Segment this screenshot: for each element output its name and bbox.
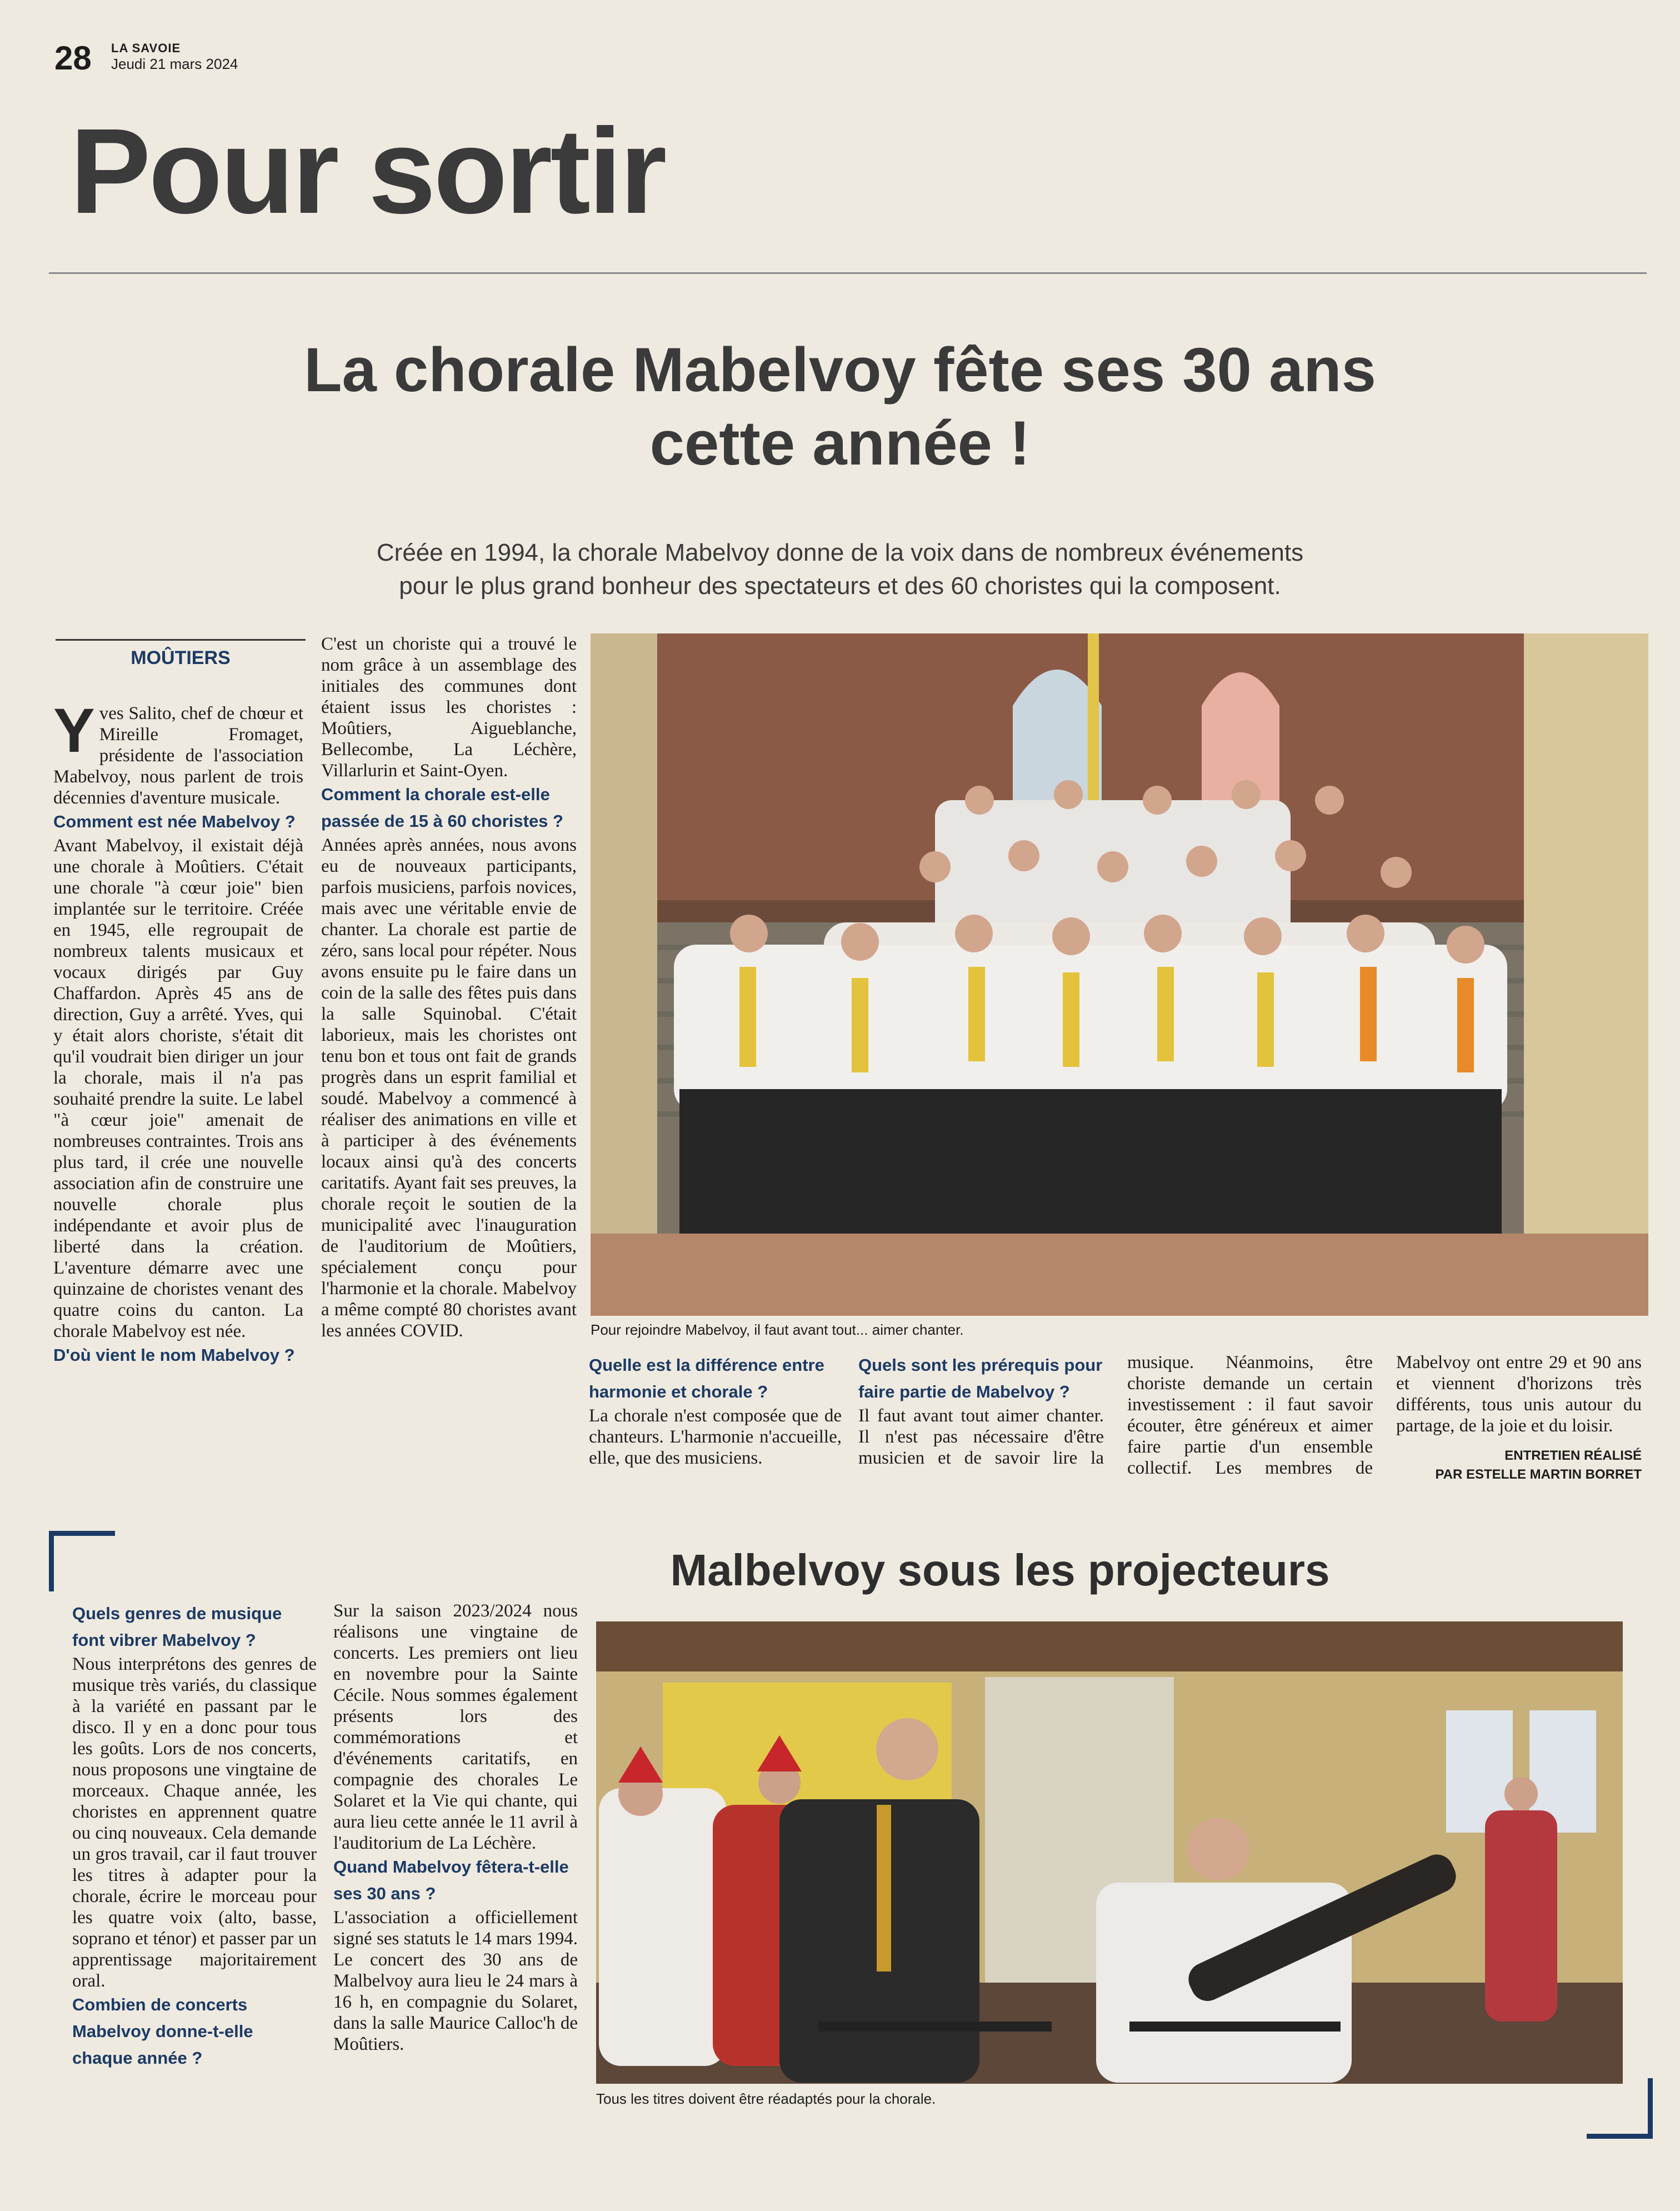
choir-photo-illustration (591, 633, 1648, 1316)
intro-text: ves Salito, chef de chœur et Mireille Fromaget, présidente de l'association Mabelvoy, nous parlent de trois décennies d'aventure musicale. (53, 703, 303, 808)
sidebar-question-3: Quand Mabelvoy fêtera-t-elle ses 30 ans ? (333, 1857, 569, 1903)
question-4: Quelle est la différence entre harmonie et chorale ? (589, 1355, 824, 1401)
article-column-3 (589, 1352, 842, 1469)
article-column-1 (53, 696, 303, 1369)
credit-line-2: PAR ESTELLE MARTIN BORRET (1435, 1467, 1642, 1482)
headline-line-2: cette année ! (649, 408, 1031, 478)
article-headline (111, 333, 1569, 480)
answer-1: Avant Mabelvoy, il existait déjà une chorale à Moûtiers. C'était une chorale "à cœur joie" bien implantée sur le territoire. Créée en 1945, elle regroupait de nombreux talents musicaux et vocaux dirigés par Guy Chaffardon. Après 45 ans de direction, Guy a arrêté. Yves, qui y était alors choriste, s'était dit qu'il voudrait bien diriger un jour la chorale, mais il n'a pas souhaité prendre la suite. Le label "à cœur joie" amenait de nombreuses contraintes. Trois ans plus tard, il crée une nouvelle association afin de construire une nouvelle chorale plus indépendante et avoir plus de liberté dans la création. L'aventure démarre avec une quinzaine de choristes venant des quatre coins du canton. La chorale Mabelvoy est née. (53, 836, 303, 1341)
musicians-photo-illustration (596, 1621, 1623, 2084)
article-credit (1396, 1446, 1642, 1484)
section-title: Pour sortir (70, 104, 665, 239)
answer-5: Il faut avant tout aimer chanter. Il n'est pas nécessaire d'être musicien et de savoir lire la musique. Néanmoins, être choriste demande un certain investissement : il faut savoir écouter, être généreux et aimer faire partie d'un ensemble collectif. Les membres de Mabelvoy ont entre 29 et 90 ans et viennent d'horizons très différents, tous unis autour du partage, de la joie et du loisir. (858, 1352, 1642, 1478)
answer-2: C'est un choriste qui a trouvé le nom grâce à un assemblage des initiales des communes dont étaient issus les choristes : Moûtiers, Aigueblanche, Bellecombe, La Léchère, Villarlurin et Saint-Oyen. (321, 634, 577, 781)
musicians-photo (596, 1621, 1623, 2084)
article-column-2 (321, 633, 577, 1341)
article-lead (222, 536, 1458, 603)
issue-date: Jeudi 21 mars 2024 (111, 56, 238, 72)
question-2: D'où vient le nom Mabelvoy ? (53, 1345, 295, 1365)
question-5: Quels sont les prérequis pour faire partie de Mabelvoy ? (858, 1355, 1103, 1401)
sidebar-column-2 (333, 1600, 578, 2055)
choir-photo-caption: Pour rejoindre Mabelvoy, il faut avant tout... aimer chanter. (591, 1321, 964, 1338)
lead-line-1: Créée en 1994, la chorale Mabelvoy donne de la voix dans de nombreux événements (376, 539, 1304, 566)
answer-3: Années après années, nous avons eu de nouveaux participants, parfois musiciens, parfois novices, mais avec une véritable envie de chanter. La chorale est partie de zéro, sans local pour répéter. Nous avons ensuite pu le faire dans un coin de la salle des fêtes puis dans la salle Squinobal. C'était laborieux, mais les choristes ont tenu bon et tous ont fait de grands progrès dans un esprit familial et soudé. Mabelvoy a commencé à réaliser des animations en ville et à participer à des événements locaux ainsi qu'à des concerts caritatifs. Ayant fait ses preuves, la chorale reçoit le soutien de la municipalité avec l'inauguration de l'auditorium de Moûtiers, spécialement conçu pour l'harmonie et la chorale. Mabelvoy a même compté 80 choristes avant les années COVID. (321, 835, 577, 1341)
question-3: Comment la chorale est-elle passée de 15 à 60 choristes ? (321, 785, 563, 831)
sidebar-answer-2: Sur la saison 2023/2024 nous réalisons une vingtaine de concerts. Les premiers ont lieu en novembre pour la Sainte Cécile. Nous sommes également présents lors des commémorations et d'événements caritatifs, en compagnie des chorales Le Solaret et la Vie qui chante, qui aura lieu cette année le 11 avril à l'auditorium de La Léchère. (333, 1601, 578, 1853)
lead-line-2: pour le plus grand bonheur des spectateurs et des 60 choristes qui la composent. (399, 572, 1281, 600)
sidebar-answer-1: Nous interprétons des genres de musique très variés, du classique à la variété en passant par le disco. Il y en a donc pour tous les goûts. Lors de nos concerts, nous proposons une vingtaine de morceaux. Chaque année, les choristes en apprennent quatre ou cinq nouveaux. Cela demande un gros travail, car il faut trouver les titres à adapter pour la chorale, écrire le morceau pour les quatre voix (alto, basse, soprano et ténor) et passer par un apprentissage majoritairement oral. (72, 1654, 317, 1991)
sidebar-question-1: Quels genres de musique font vibrer Mabelvoy ? (72, 1604, 282, 1650)
sidebar-answer-3: L'association a officiellement signé ses statuts le 14 mars 1994. Le concert des 30 ans de Malbelvoy aura lieu le 24 mars à 16 h, en compagnie du Solaret, dans la salle Maurice Calloc'h de Moûtiers. (333, 1908, 578, 2054)
sidebar-question-2: Combien de concerts Mabelvoy donne-t-elle chaque année ? (72, 1995, 253, 2068)
newspaper-name: LA SAVOIE (111, 41, 181, 55)
sidebar-column-1 (72, 1600, 317, 2072)
sidebar-title: Malbelvoy sous les projecteurs (670, 1545, 1330, 1595)
musicians-photo-caption: Tous les titres doivent être réadaptés pour la chorale. (596, 2090, 936, 2107)
box-bracket-top-left (49, 1531, 115, 1591)
article-columns-4-6 (858, 1352, 1642, 1484)
credit-line-1: ENTRETIEN RÉALISÉ (1504, 1448, 1642, 1463)
intro-paragraph (53, 696, 303, 808)
header-rule (49, 272, 1647, 274)
location-label: MOÛTIERS (56, 639, 306, 669)
headline-line-1: La chorale Mabelvoy fête ses 30 ans (304, 335, 1376, 405)
box-bracket-bottom-right (1587, 2078, 1653, 2139)
drop-cap: Y (53, 696, 95, 765)
choir-photo (591, 633, 1648, 1316)
question-1: Comment est née Mabelvoy ? (53, 812, 296, 831)
page-number: 28 (54, 39, 92, 77)
answer-4: La chorale n'est composée que de chanteurs. L'harmonie n'accueille, elle, que des musiciens. (589, 1406, 842, 1468)
